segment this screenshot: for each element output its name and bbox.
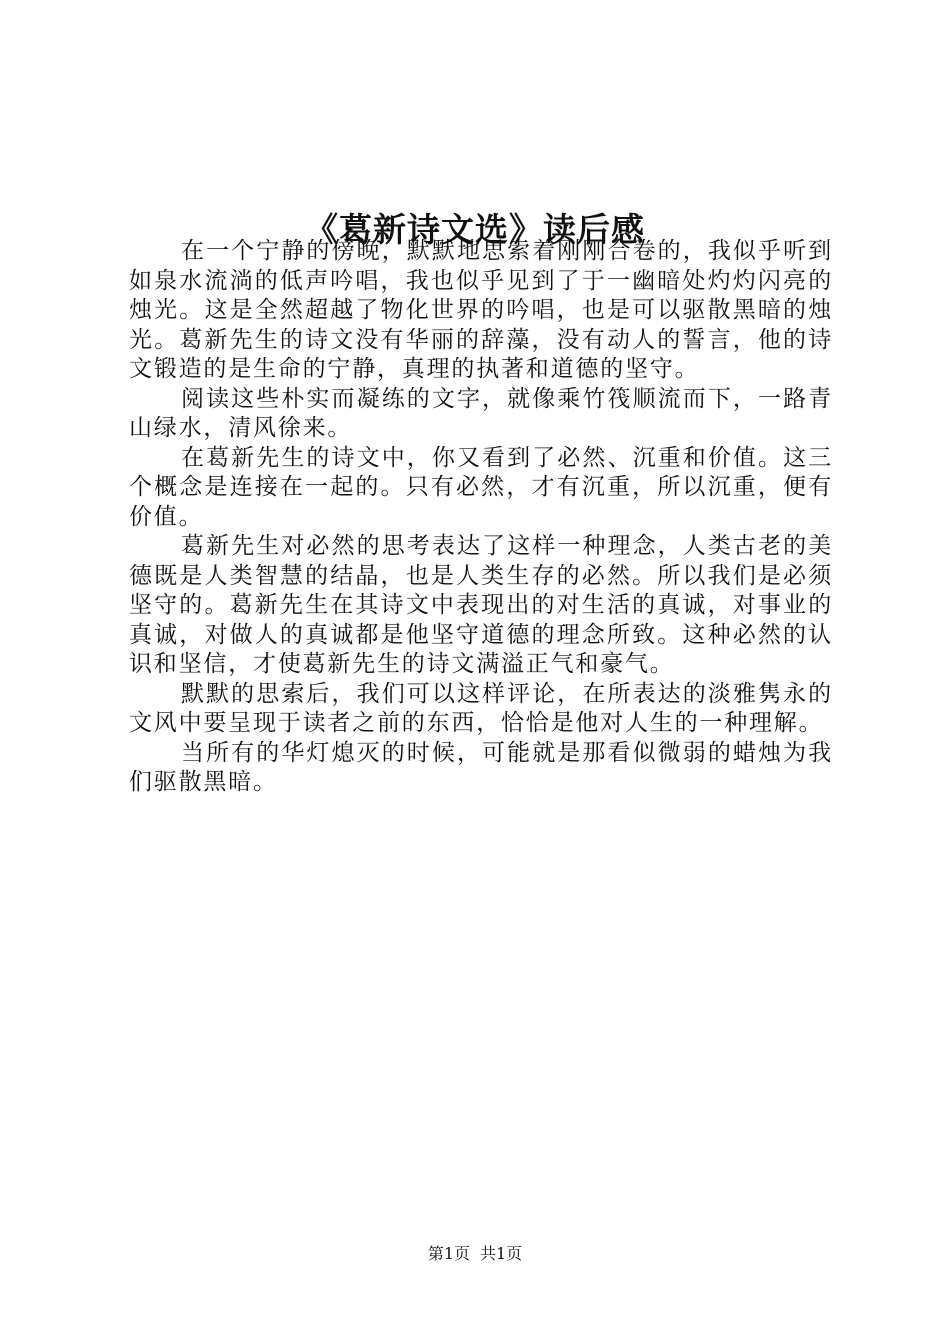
page-footer xyxy=(0,1243,950,1265)
paragraph: 在一个宁静的傍晚，默默地思索着刚刚合卷的，我似乎听到如泉水流淌的低声吟唱，我也似乎见到了于一幽暗处灼灼闪亮的烛光。这是全然超越了物化世界的吟唱，也是可以驱散黑暗的烛光。葛新先生的诗文没有华丽的辞藻，没有动人的誓言，他的诗文锻造的是生命的宁静，真理的执著和道德的坚守。 xyxy=(129,238,833,382)
document-body xyxy=(129,237,833,798)
document-title: 《葛新诗文选》读后感 xyxy=(305,210,645,250)
page-number-current: 第1页 xyxy=(427,1244,470,1263)
paragraph: 当所有的华灯熄灭的时候，可能就是那看似微弱的蜡烛为我们驱散黑暗。 xyxy=(129,739,833,795)
paragraph: 在葛新先生的诗文中，你又看到了必然、沉重和价值。这三个概念是连接在一起的。只有必然，才有沉重，所以沉重，便有价值。 xyxy=(129,444,833,530)
paragraph: 阅读这些朴实而凝练的文字，就像乘竹筏顺流而下，一路青山绿水，清风徐来。 xyxy=(129,385,833,441)
page-number-total: 共1页 xyxy=(480,1244,523,1263)
paragraph: 默默的思索后，我们可以这样评论，在所表达的淡雅隽永的文风中要呈现于读者之前的东西，恰恰是他对人生的一种理解。 xyxy=(129,680,833,736)
paragraph: 葛新先生对必然的思考表达了这样一种理念，人类古老的美德既是人类智慧的结晶，也是人类生存的必然。所以我们是必须坚守的。葛新先生在其诗文中表现出的对生活的真诚，对事业的真诚，对做人的真诚都是他坚守道德的理念所致。这种必然的认识和坚信，才使葛新先生的诗文满溢正气和豪气。 xyxy=(129,533,833,677)
